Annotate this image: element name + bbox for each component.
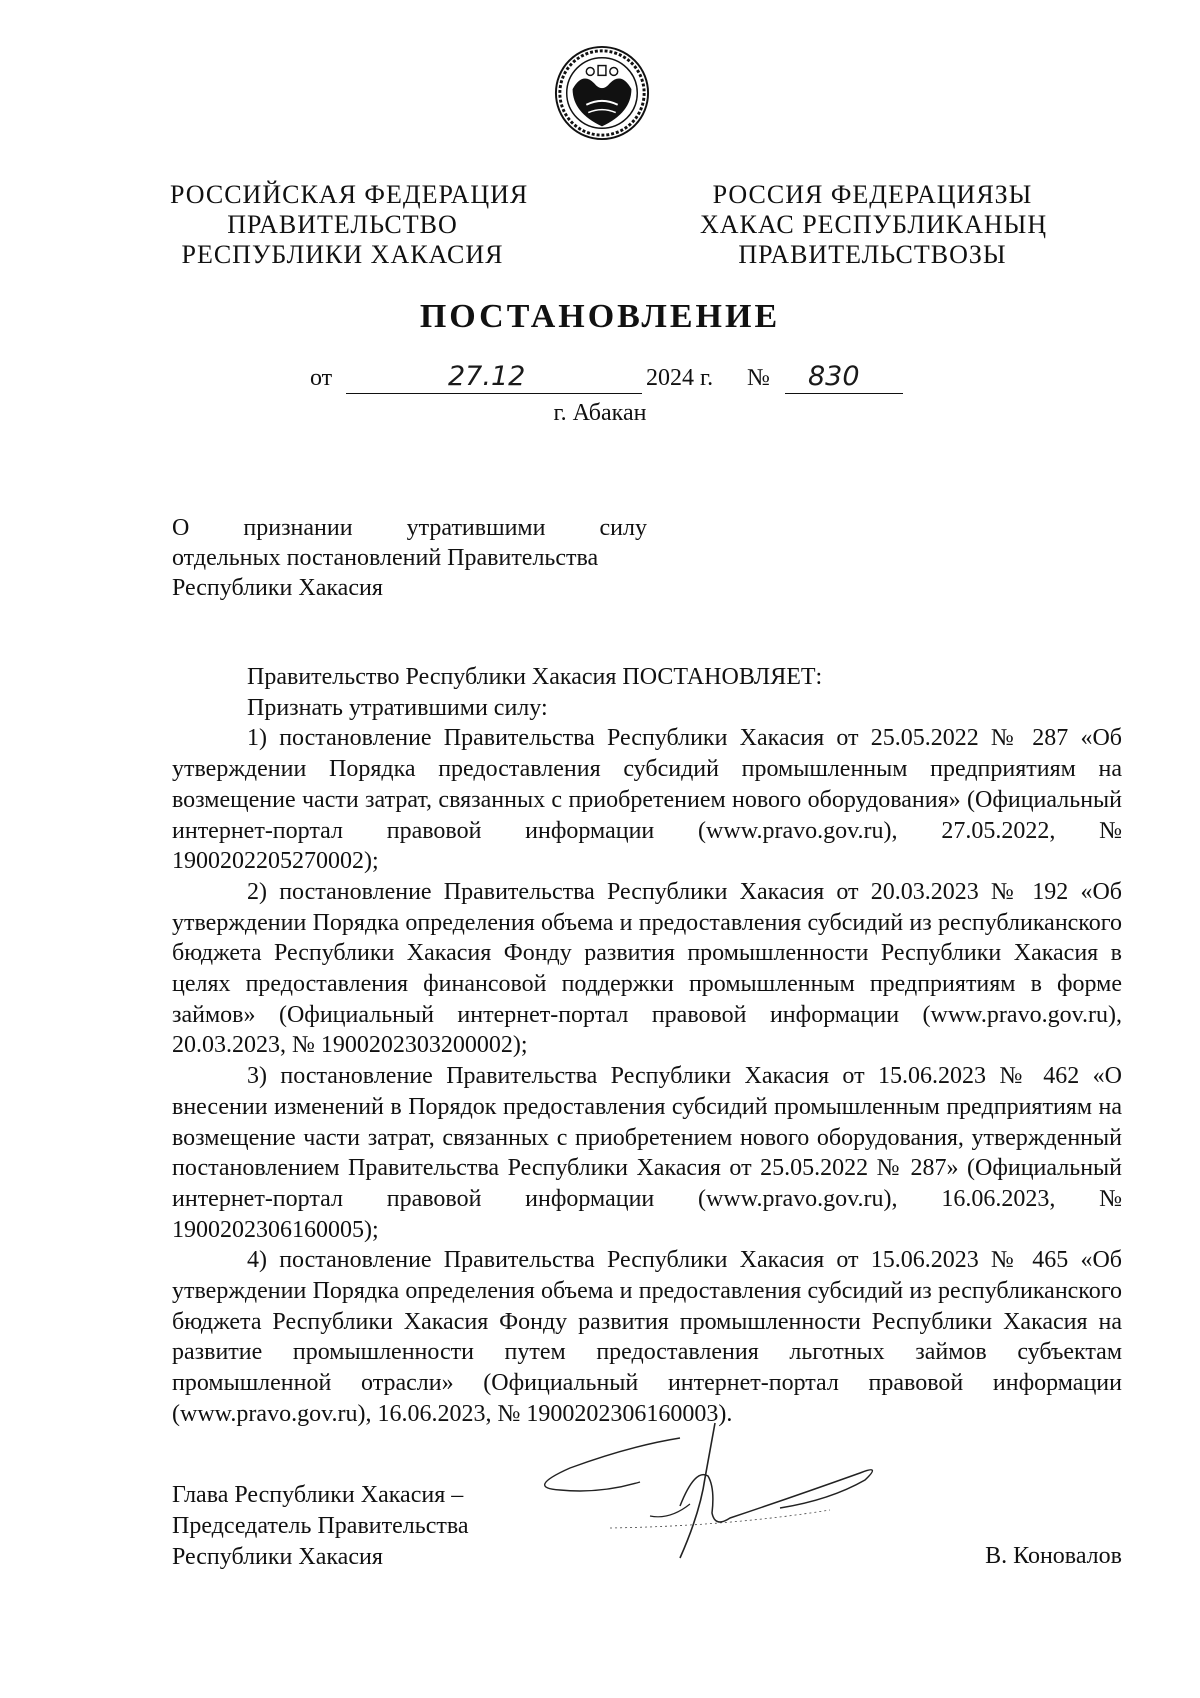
header-left-russian xyxy=(170,180,529,270)
signatory-line: Республики Хакасия xyxy=(172,1544,383,1570)
coat-of-arms-emblem xyxy=(553,44,651,142)
header-left-line: РЕСПУБЛИКИ ХАКАСИЯ xyxy=(181,240,504,269)
header-right-line: РОССИЯ ФЕДЕРАЦИЯЗЫ xyxy=(712,180,1033,209)
year-label: 2024 г. xyxy=(646,365,714,391)
header-right-khakas xyxy=(700,180,1048,270)
city-label: г. Абакан xyxy=(553,400,647,426)
repealed-item: 2) постановление Правительства Республики Хакасия от 20.03.2023 № 192 «Об утверждении Порядка определения объема и предоставления субсидий из республиканского бюджета Республики Хакасия Фонду развития промышленности Республики Хакасия в целях предоставления финансовой поддержки промышленным предприятиям в форме займов» (Официальный интернет-портал правовой информации (www.pravo.gov.ru), 20.03.2023, № 1900202303200002); xyxy=(172,878,1122,1059)
handwritten-signature xyxy=(530,1418,890,1588)
subject-line: Республики Хакасия xyxy=(172,575,383,601)
repealed-item: 1) постановление Правительства Республики Хакасия от 25.05.2022 № 287 «Об утверждении Порядка предоставления субсидий промышленным предприятиям на возмещение части затрат, связанных с приобретением нового оборудования» (Официальный интернет-портал правовой информации (www.pravo.gov.ru), 27.05.2022, № 1900202205270002); xyxy=(172,725,1122,875)
intro-line: Признать утратившими силу: xyxy=(247,694,548,721)
handwritten-date: 27.12 xyxy=(448,361,526,392)
signatory-name: В. Коновалов xyxy=(985,1543,1122,1569)
document-title: ПОСТАНОВЛЕНИЕ xyxy=(419,298,781,335)
repealed-item: 4) постановление Правительства Республики Хакасия от 15.06.2023 № 465 «Об утверждении Порядка определения объема и предоставления субсидий из республиканского бюджета Республики Хакасия Фонду развития промышленности Республики Хакасия на развитие промышленности путем предоставления льготных займов субъектам промышленной отрасли» (Официальный интернет-портал правовой информации (www.pravo.gov.ru), 16.06.2023, № 1900202306160003). xyxy=(172,1247,1122,1427)
subject-line: О признании утратившими силу xyxy=(172,515,647,541)
signatory-line: Председатель Правительства xyxy=(172,1513,469,1539)
header-right-line: ПРАВИТЕЛЬСТВОЗЫ xyxy=(738,240,1007,269)
signatory-line: Глава Республики Хакасия – xyxy=(172,1482,464,1508)
decree-line: Правительство Республики Хакасия ПОСТАНОВЛЯЕТ: xyxy=(247,664,823,690)
from-label: от xyxy=(310,365,333,391)
header-left-line: РОССИЙСКАЯ ФЕДЕРАЦИЯ xyxy=(170,180,529,209)
number-label: № xyxy=(747,365,770,391)
subject-line: отдельных постановлений Правительства xyxy=(172,545,599,571)
document-body xyxy=(172,662,1122,1430)
document-subject xyxy=(172,513,647,603)
signatory-position xyxy=(172,1480,469,1573)
repealed-item: 3) постановление Правительства Республики Хакасия от 15.06.2023 № 462 «О внесении изменений в Порядок предоставления субсидий промышленным предприятиям на возмещение части затрат, связанных с приобретением нового оборудования, утвержденный постановлением Правительства Республики Хакасия от 25.05.2022 № 287» (Официальный интернет-портал правовой информации (www.pravo.gov.ru), 16.06.2023, № 1900202306160005); xyxy=(172,1063,1122,1243)
header-right-line: ХАКАС РЕСПУБЛИКАНЫҢ xyxy=(700,210,1048,239)
header-left-line: ПРАВИТЕЛЬСТВО xyxy=(227,210,458,239)
handwritten-number: 830 xyxy=(808,361,860,392)
